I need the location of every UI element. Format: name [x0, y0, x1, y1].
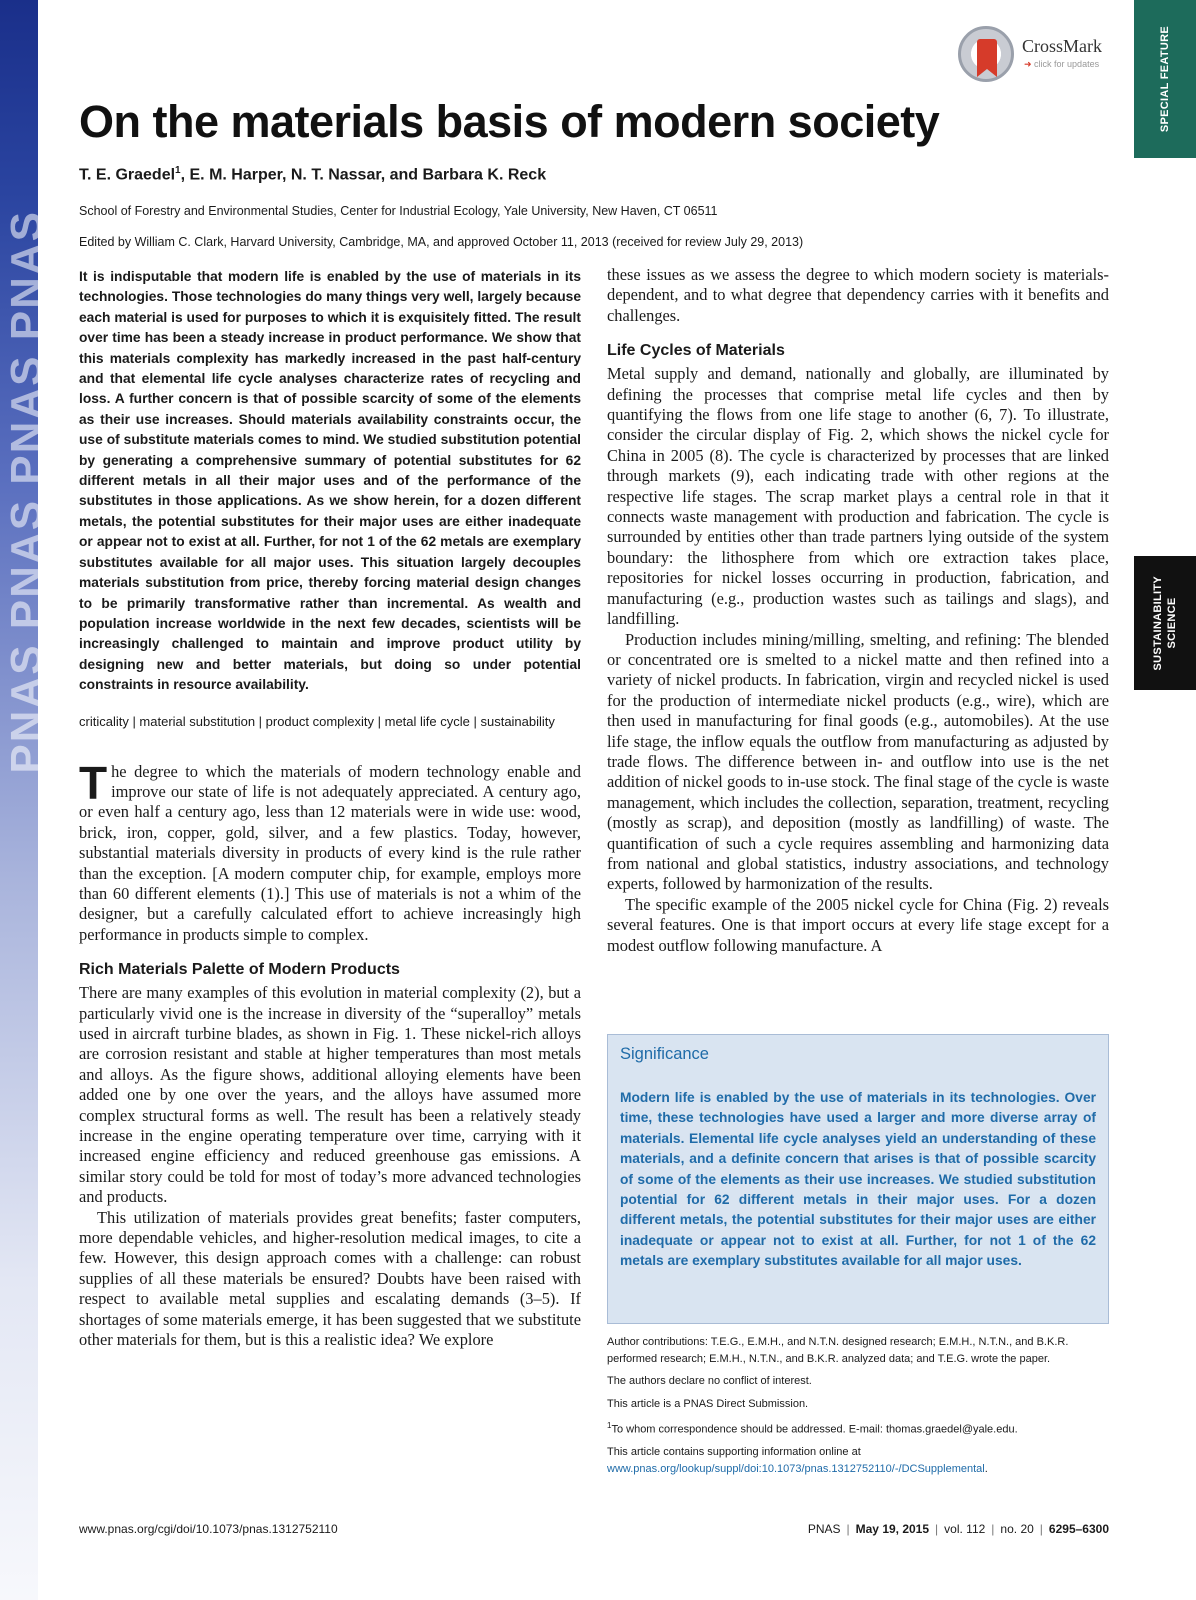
special-feature-label: SPECIAL FEATURE [1159, 25, 1171, 133]
right-intro-continuation [607, 265, 1109, 326]
direct-submission: This article is a PNAS Direct Submission. [607, 1397, 809, 1410]
significance-heading: Significance [620, 1045, 709, 1063]
left-column [79, 267, 581, 1351]
footer-citation: PNAS | May 19, 2015 | vol. 112 | no. 20 | 6295–6300 [807, 1522, 1109, 1536]
supporting-info-link[interactable]: www.pnas.org/lookup/suppl/doi:10.1073/pnas.1312752110/-/DCSupplemental [607, 1462, 985, 1475]
supporting-info: This article contains supporting information online at www.pnas.org/lookup/suppl/doi:10.1073/pnas.1312752110/-/DCSupplemental. [607, 1446, 988, 1475]
footer-pages: 6295–6300 [1048, 1522, 1109, 1536]
conflict-statement: The authors declare no conflict of interest. [607, 1375, 812, 1387]
correspondence: $^1$To whom correspondence should be addressed. E-mail: thomas.graedel@yale.edu. [607, 1421, 1018, 1436]
section-heading-life-cycles: Life Cycles of Materials [607, 342, 785, 360]
paragraph: This utilization of materials provides great benefits; faster computers, more dependable vehicles, and higher-resolution medical images, to cite a few. However, this design approach comes with a challenge: can robust supplies of all these materials be ensured? Doubts have been raised with respect to available metal supplies and escalating demands (3–5). If shortages of some materials emerge, it has been suggested that we substitute other materials for them, but is this a realistic idea? We explore [79, 1207, 581, 1350]
paragraph: Metal supply and demand, nationally and globally, are illuminated by defining the processes that comprise metal life cycles and then by quantifying the flows from one life stage to another (6, 7). To illustrate, consider the circular display of Fig. 2, which shows the nickel cycle for China in 2005 (8). The cycle is characterized by processes that are linked through markets (9), each indicating trade with other regions at the respective life stages. The scrap market plays a central role in that it connects waste management with production and fabrication. The cycle is surrounded by entities other than trade partners lying outside of the system boundary: the lithosphere from which ore extraction takes place, repositories for nickel losses occurring in production, fabrication, and manufacturing (e.g., production wastes such as tailings and slags), and landfilling. [607, 364, 1109, 629]
paragraph: The specific example of the 2005 nickel cycle for China (Fig. 2) reveals several features. One is that import occurs at every life stage except for a modest outflow following manufacture. A [607, 894, 1109, 955]
footer-journal: PNAS [807, 1522, 841, 1536]
footnotes [607, 1334, 1109, 1483]
pnas-watermark: PNAS PNAS PNAS PNAS [2, 210, 51, 774]
right-column [607, 265, 1109, 956]
footer-issue: no. 20 [1000, 1522, 1034, 1536]
introduction [79, 756, 581, 946]
abstract: It is indisputable that modern life is enabled by the use of materials in its technologies. Those technologies do many things very well, largely because each material is used for purposes to which it is exquisitely fitted. The result over time has been a steady increase in product performance. We show that this materials complexity has markedly increased in the past half-century and that elemental life cycle analyses characterize rates of recycling and loss. A further concern is that of possible scarcity of some of the elements as their use increases. Should materials availability constraints occur, the use of substitute materials comes to mind. We studied substitution potential by generating a comprehensive summary of potential substitutes for 62 different metals in all their major uses and of the performance of the substitutes in those applications. As we show herein, for a dozen different metals, the potential substitutes for their major uses are either inadequate or appear not to exist at all. Further, for not 1 of the 62 metals are exemplary substitutes available for all major uses. This situation largely decouples materials substitution from price, thereby forcing material design changes to be primarily transformative rather than incremental. As wealth and population increase worldwide in the next few decades, scientists will be increasingly challenged to maintain and improve product utility by designing new and better materials, but doing so under potential constraints in resource availability. [79, 269, 581, 693]
footer-date: May 19, 2015 [855, 1522, 930, 1536]
significance-text: Modern life is enabled by the use of materials in its technologies. Over time, these technologies have used a larger and more diverse array of materials. Elemental life cycle analyses yield an understanding of these materials, and a definite concern that arises is that of possible scarcity of some of the elements as their use increases. We studied substitution potential for 62 different metals in their major uses. For a dozen different metals, the potential substitutes for their major uses are either inadequate or appear not to exist at all. Further, for not 1 of the 62 metals are exemplary substitutes available for all major uses. [620, 1090, 1096, 1269]
paragraph: There are many examples of this evolution in material complexity (2), but a particularly vivid one is the increase in diversity of the “superalloy” metals used in aircraft turbine blades, as shown in Fig. 1. These nickel-rich alloys are corrosion resistant and stable at higher temperatures than most metals and alloys. As the figure shows, additional alloying elements have been added one by one over the years, and the alloys have assumed more complex structural forms as well. The result has been a relatively steady increase in the engine operating temperature over time, carrying with it increased engine efficiency and reduced greenhouse gas emissions. A similar story could be told for most of today’s more advanced technologies and products. [79, 983, 581, 1207]
special-feature-tab [1134, 0, 1196, 158]
section-life-cycles [607, 364, 1109, 956]
article-title: On the materials basis of modern society [79, 96, 940, 147]
crossmark-icon [958, 26, 1014, 82]
footer-volume: vol. 112 [944, 1522, 986, 1536]
edited-by: Edited by William C. Clark, Harvard University, Cambridge, MA, and approved October 11, 2013 (received for review July 29, 2013) [79, 235, 804, 249]
author-contributions: Author contributions: T.E.G., E.M.H., and N.T.N. designed research; E.M.H., N.T.N., and B.K.R. performed research; E.M.H., N.T.N., and B.K.R. analyzed data; and T.E.G. wrote the paper. [607, 1336, 1069, 1365]
affiliation: School of Forestry and Environmental Studies, Center for Industrial Ecology, Yale University, New Haven, CT 06511 [79, 204, 718, 218]
left-color-strip [0, 0, 51, 1600]
sustainability-science-tab [1134, 556, 1196, 690]
paragraph: Production includes mining/milling, smelting, and refining: The blended or concentrated ore is smelted to a nickel matte and then refined into a variety of nickel products. In fabrication, virgin and recycled nickel is used for the production of intermediate nickel products (e.g., wire), which are then used in manufacturing for final goods (e.g., automobiles). At the use life stage, the inflow equals the outflow from manufacturing as adjusted by trade flows. The difference between in- and outflow into use is the net addition of nickel goods to in-use stock. The final stage of the cycle is waste management, which includes the collection, separation, treatment, recycling (mostly as scrap), and deposition (mostly as landfilling) of waste. The quantification of such a cycle requires assembling and harmonizing data from national and global statistics, industry associations, and technology experts, followed by harmonization of the results. [607, 629, 1109, 894]
drop-cap: T [79, 756, 108, 809]
crossmark-badge[interactable] [958, 26, 1108, 82]
sustainability-science-label: SUSTAINABILITY SCIENCE [1152, 575, 1178, 671]
significance-box [607, 1034, 1109, 1324]
intro-text: he degree to which the materials of modern technology enable and improve our state of life is not adequately appreciated. A century ago, or even half a century ago, less than 12 materials were in wide use: wood, brick, iron, copper, gold, silver, and a few plastics. Today, however, substantial materials diversity in products of every kind is the rule rather than the exception. [A modern computer chip, for example, employs more than 60 different elements (1).] This use of materials is not a whim of the designer, but a carefully calculated effort to achieve increasingly high performance in products simple to complex. [79, 761, 581, 944]
paragraph: these issues as we assess the degree to which modern society is materials-dependent, and to what degree that dependency carries with it benefits and challenges. [607, 265, 1109, 325]
crossmark-title: CrossMark [1022, 36, 1102, 56]
footer-doi[interactable]: www.pnas.org/cgi/doi/10.1073/pnas.1312752110 [79, 1522, 338, 1536]
keywords: criticality | material substitution | product complexity | metal life cycle | sustainability [79, 713, 555, 729]
crossmark-subtitle: ➜ click for updates [1024, 59, 1100, 69]
section-rich-materials [79, 983, 581, 1350]
section-heading-rich-materials: Rich Materials Palette of Modern Products [79, 961, 400, 979]
authors-line: T. E. Graedel$^1$, E. M. Harper, N. T. Nassar, and Barbara K. Reck [79, 165, 547, 184]
